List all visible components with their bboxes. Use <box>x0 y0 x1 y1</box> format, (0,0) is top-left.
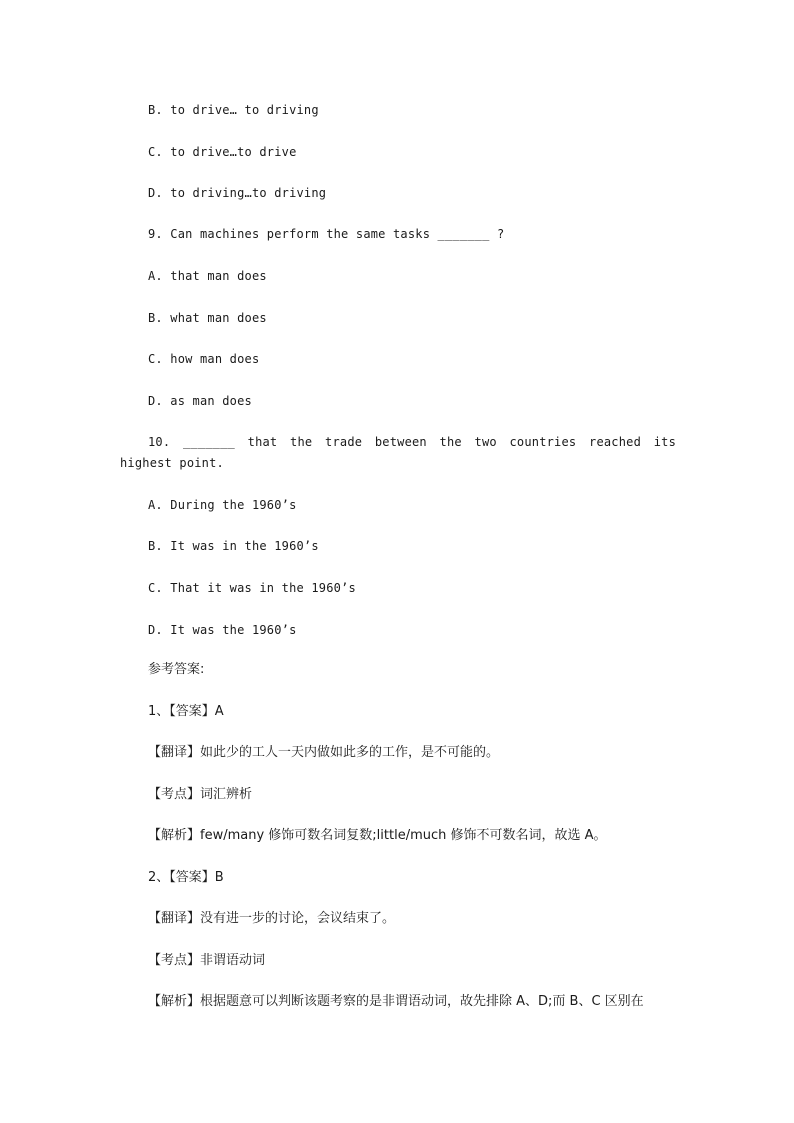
answer-1-translation: 【翻译】如此少的工人一天内做如此多的工作，是不可能的。 <box>148 745 500 760</box>
q8-option-d: D. to driving…to driving <box>148 186 327 200</box>
answer-1-analysis: 【解析】few/many 修饰可数名词复数;little/much 修饰不可数名词，故选 A。 <box>148 828 607 843</box>
answer-2-point: 【考点】非谓语动词 <box>148 953 266 968</box>
q10-option-d: D. It was the 1960’s <box>148 623 297 637</box>
q9-option-d: D. as man does <box>148 394 252 408</box>
q9-option-a: A. that man does <box>148 269 267 283</box>
q10-stem: 10. _______ that the trade between the two countries reached its highest point. <box>120 435 676 470</box>
q9-stem: 9. Can machines perform the same tasks _______ ? <box>148 227 505 241</box>
q10-option-b: B. It was in the 1960’s <box>148 539 319 553</box>
answer-2: 2、【答案】B <box>148 870 224 885</box>
answer-2-analysis: 【解析】根据题意可以判断该题考察的是非谓语动词，故先排除 A、D;而 B、C 区别在 <box>148 994 644 1009</box>
q10-option-c: C. That it was in the 1960’s <box>148 581 356 595</box>
q8-option-c: C. to drive…to drive <box>148 145 297 159</box>
answer-2-translation: 【翻译】没有进一步的讨论，会议结束了。 <box>148 911 396 926</box>
q8-option-b: B. to drive… to driving <box>148 103 319 117</box>
q9-option-c: C. how man does <box>148 352 260 366</box>
answer-1-point: 【考点】词汇辨析 <box>148 787 253 802</box>
q9-option-b: B. what man does <box>148 311 267 325</box>
answers-heading: 参考答案: <box>148 662 205 677</box>
q10-option-a: A. During the 1960’s <box>148 498 297 512</box>
answer-1: 1、【答案】A <box>148 704 224 719</box>
